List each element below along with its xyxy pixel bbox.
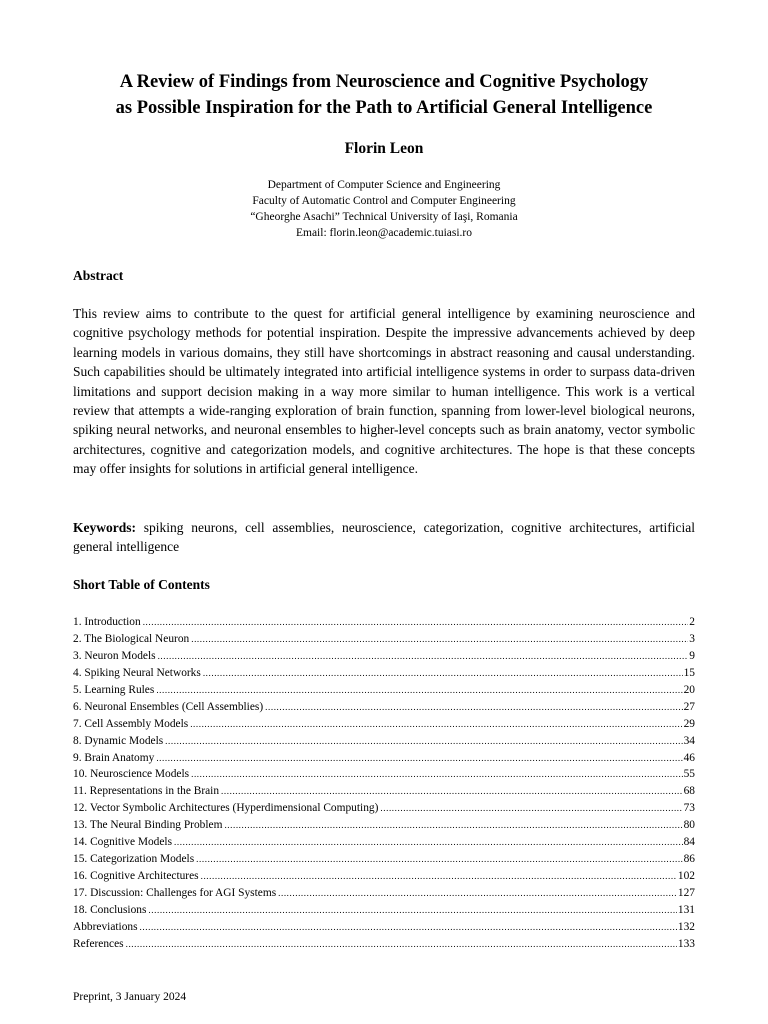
toc-leader-dots bbox=[196, 851, 682, 868]
toc-entry-label: Abbreviations bbox=[73, 920, 138, 933]
toc-entry bbox=[73, 682, 695, 699]
toc-entry bbox=[73, 851, 695, 868]
toc-entry-label: 4. Spiking Neural Networks bbox=[73, 666, 201, 679]
toc-entry-label: 15. Categorization Models bbox=[73, 853, 195, 866]
toc-entry-page: 15 bbox=[683, 666, 695, 679]
toc-entry-page: 46 bbox=[683, 751, 695, 764]
toc-entry-page: 2 bbox=[689, 616, 695, 628]
toc-entry bbox=[73, 834, 695, 851]
toc-leader-dots bbox=[126, 936, 677, 953]
toc-entry-page: 102 bbox=[677, 870, 695, 883]
toc-heading: Short Table of Contents bbox=[73, 577, 210, 592]
keywords-text: spiking neurons, cell assemblies, neuroscience, categorization, cognitive architectures, artificial general intelligence bbox=[73, 520, 695, 555]
toc-entry bbox=[73, 817, 695, 834]
toc-entry-page: 3 bbox=[689, 632, 695, 645]
toc-entry-label: 5. Learning Rules bbox=[73, 683, 155, 696]
toc-entry-page: 34 bbox=[683, 734, 695, 747]
toc-leader-dots bbox=[191, 766, 683, 783]
toc-entry-page: 132 bbox=[677, 920, 695, 933]
toc-entry-label: 10. Neuroscience Models bbox=[73, 768, 190, 781]
toc-entry-page: 9 bbox=[689, 649, 695, 662]
title-line: A Review of Findings from Neuroscience and Cognitive Psychology bbox=[119, 72, 649, 92]
toc-entry-page: 55 bbox=[683, 768, 695, 781]
toc-entry-label: 16. Cognitive Architectures bbox=[73, 870, 199, 883]
abstract-heading: Abstract bbox=[73, 268, 124, 283]
toc-entry-label: 18. Conclusions bbox=[73, 903, 147, 916]
paper-page bbox=[73, 0, 695, 1024]
title-line: as Possible Inspiration for the Path to Artificial General Intelligence bbox=[115, 98, 653, 118]
toc-entry-page: 68 bbox=[683, 785, 695, 798]
toc-entry-label: 6. Neuronal Ensembles (Cell Assemblies) bbox=[73, 700, 264, 713]
toc-entry bbox=[73, 902, 695, 919]
toc-leader-dots bbox=[156, 682, 682, 699]
toc-entry bbox=[73, 750, 695, 767]
toc-entry bbox=[73, 766, 695, 783]
toc-entry-label: 11. Representations in the Brain bbox=[73, 785, 220, 798]
toc-entry bbox=[73, 800, 695, 817]
toc-entry-label: 1. Introduction bbox=[73, 616, 141, 628]
toc-entry-page: 80 bbox=[683, 819, 695, 832]
toc-leader-dots bbox=[221, 783, 683, 800]
toc-leader-dots bbox=[191, 631, 688, 648]
preprint-footer: Preprint, 3 January 2024 bbox=[73, 991, 187, 1003]
toc-entry-page: 84 bbox=[683, 836, 695, 849]
toc-leader-dots bbox=[190, 716, 682, 733]
affiliation-block bbox=[73, 177, 695, 241]
affiliation-line: Department of Computer Science and Engineering bbox=[267, 179, 501, 191]
toc-entry bbox=[73, 783, 695, 800]
keywords-section bbox=[73, 518, 695, 557]
toc-leader-dots bbox=[265, 699, 682, 716]
keywords-label: Keywords: bbox=[73, 520, 136, 535]
affiliation-line: Faculty of Automatic Control and Computer Engineering bbox=[252, 195, 516, 207]
toc-leader-dots bbox=[148, 902, 676, 919]
toc-entry-page: 131 bbox=[677, 903, 695, 916]
toc-leader-dots bbox=[224, 817, 682, 834]
toc-entry-page: 20 bbox=[683, 683, 695, 696]
toc-entry bbox=[73, 614, 695, 631]
toc-entry-label: 14. Cognitive Models bbox=[73, 836, 173, 849]
toc-entry-label: 7. Cell Assembly Models bbox=[73, 717, 189, 730]
toc-entry-label: 13. The Neural Binding Problem bbox=[73, 819, 223, 832]
table-of-contents bbox=[73, 614, 695, 953]
toc-entry bbox=[73, 868, 695, 885]
toc-entry-page: 73 bbox=[683, 802, 695, 815]
toc-leader-dots bbox=[278, 885, 677, 902]
toc-entry bbox=[73, 631, 695, 648]
affiliation-line: “Gheorghe Asachi” Technical University of Iaşi, Romania bbox=[250, 211, 518, 223]
toc-entry-label: 12. Vector Symbolic Architectures (Hyperdimensional Computing) bbox=[73, 802, 379, 815]
toc-entry-page: 86 bbox=[683, 853, 695, 866]
toc-entry-label: 8. Dynamic Models bbox=[73, 734, 164, 747]
toc-leader-dots bbox=[143, 614, 689, 631]
toc-entry-label: 2. The Biological Neuron bbox=[73, 632, 190, 645]
toc-entry-label: 17. Discussion: Challenges for AGI Systems bbox=[73, 887, 277, 899]
toc-entry bbox=[73, 733, 695, 750]
toc-entry-page: 127 bbox=[677, 887, 695, 899]
toc-entry-label: 9. Brain Anatomy bbox=[73, 751, 155, 764]
abstract-text: This review aims to contribute to the quest for artificial general intelligence by examining neuroscience and cognitive psychology methods for potential inspiration. Despite the impressive advancements achieved by deep learning models in various domains, they still have shortcomings in abstract reasoning and causal understanding. Such capabilities should be ultimately integrated into artificial intelligence systems in order to surpass data-driven limitations and support decision making in a way more similar to human intelligence. This work is a vertical review that attempts a wide-ranging exploration of brain function, spanning from lower-level biological neurons, spiking neural networks, and neuronal ensembles to higher-level concepts such as brain anatomy, vector symbolic architectures, cognitive and categorization models, and cognitive architectures. The hope is that these concepts may offer insights for solutions in artificial general intelligence. bbox=[73, 306, 695, 477]
paper-title bbox=[53, 69, 715, 121]
toc-entry-label: 3. Neuron Models bbox=[73, 649, 156, 662]
toc-entry-page: 29 bbox=[683, 717, 695, 730]
toc-leader-dots bbox=[174, 834, 683, 851]
toc-leader-dots bbox=[203, 665, 683, 682]
toc-leader-dots bbox=[201, 868, 677, 885]
toc-entry bbox=[73, 648, 695, 665]
toc-entry bbox=[73, 716, 695, 733]
toc-entry-page: 133 bbox=[677, 937, 695, 950]
author-email: Email: florin.leon@academic.tuiasi.ro bbox=[295, 227, 472, 239]
toc-entry-label: References bbox=[73, 937, 124, 950]
toc-entry bbox=[73, 936, 695, 953]
toc-leader-dots bbox=[380, 800, 682, 817]
toc-entry bbox=[73, 699, 695, 716]
author-name: Florin Leon bbox=[344, 140, 424, 157]
toc-entry bbox=[73, 885, 695, 902]
toc-entry-page: 27 bbox=[683, 700, 695, 713]
toc-leader-dots bbox=[165, 733, 682, 750]
toc-leader-dots bbox=[156, 750, 682, 767]
toc-entry bbox=[73, 919, 695, 936]
toc-leader-dots bbox=[140, 919, 677, 936]
toc-leader-dots bbox=[158, 648, 689, 665]
toc-entry bbox=[73, 665, 695, 682]
